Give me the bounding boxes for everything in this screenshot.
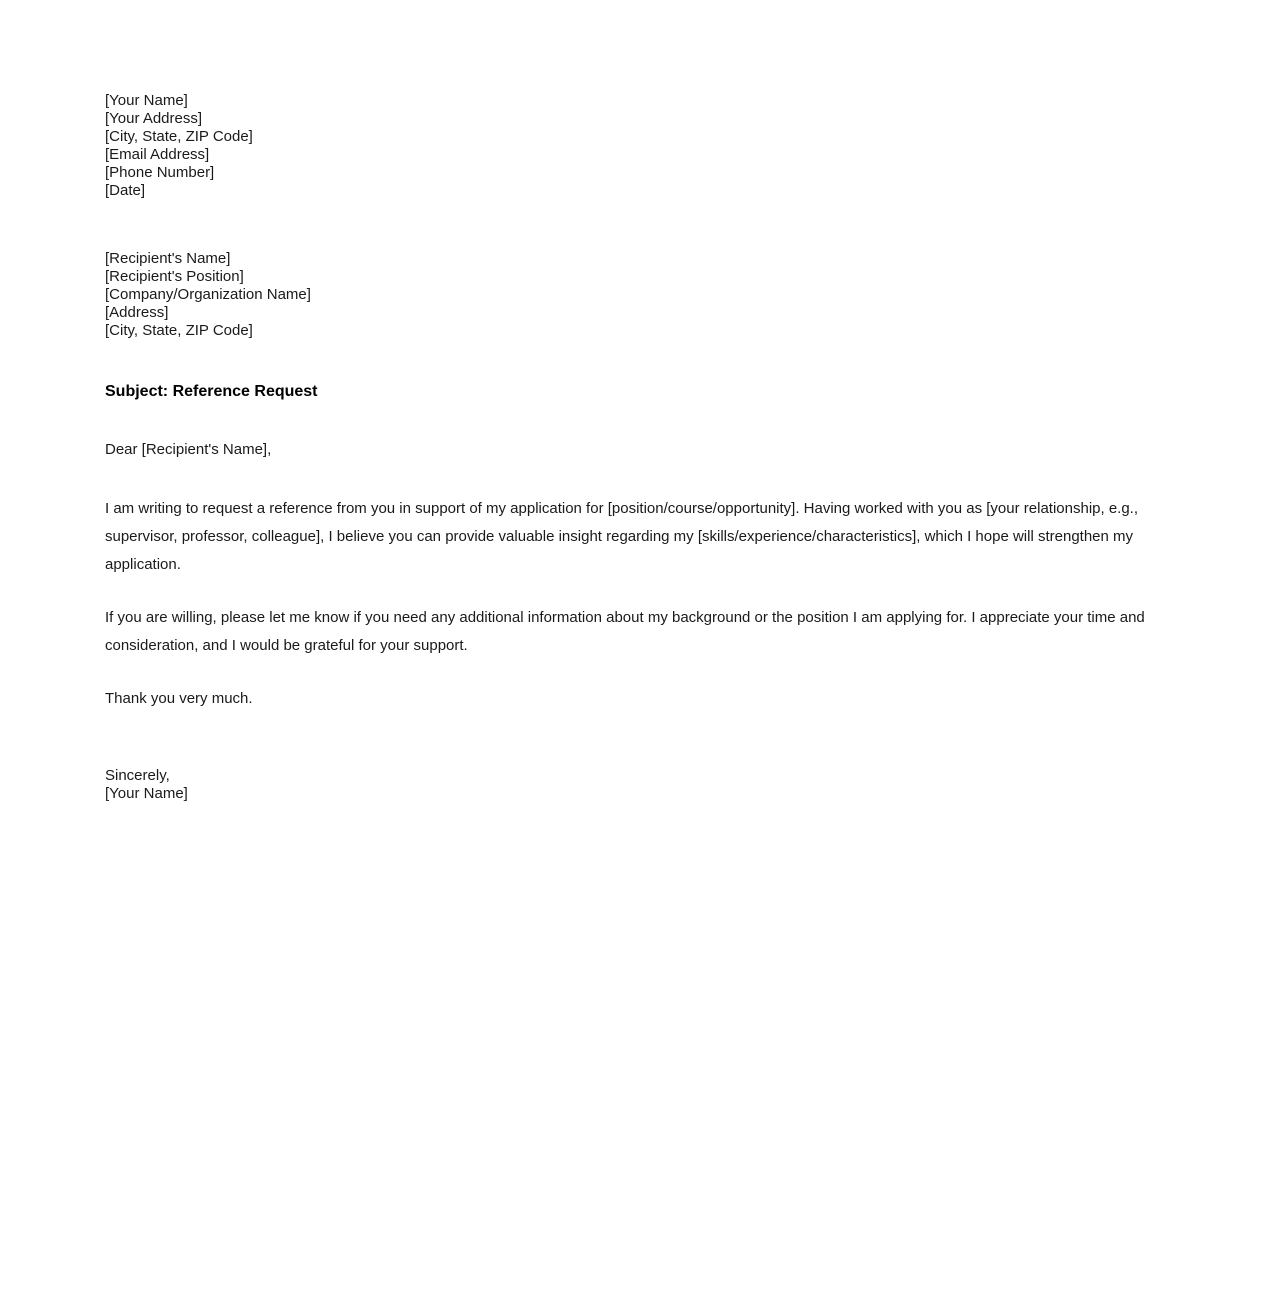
body-paragraph-1: I am writing to request a reference from you in support of my application for [position/course/opportunity]. Having worked with you as [your relationship, e.g., supervisor, professor, colleague], I believe you can provide valuable insight regarding my [skills/experience/characteristics], which I hope will strengthen my application. — [105, 500, 1139, 573]
sender-name: [Your Name] — [105, 92, 188, 109]
body-paragraph-2: If you are willing, please let me know if you need any additional information about my background or the position I am applying for. I appreciate your time and consideration, and I would be grateful for your support. — [105, 609, 1145, 654]
recipient-position: [Recipient's Position] — [105, 268, 244, 285]
letter-date: [Date] — [105, 182, 146, 199]
sender-address: [Your Address] — [105, 110, 203, 127]
sender-email: [Email Address] — [105, 146, 210, 163]
recipient-company: [Company/Organization Name] — [105, 286, 311, 303]
recipient-address: [Address] — [105, 304, 169, 321]
salutation: Dear [Recipient's Name], — [105, 441, 272, 458]
subject-line: Subject: Reference Request — [105, 383, 318, 400]
body-paragraph-3: Thank you very much. — [105, 690, 253, 707]
recipient-address-block — [105, 250, 1165, 340]
sender-address-block — [105, 92, 1165, 200]
recipient-name: [Recipient's Name] — [105, 250, 231, 267]
closing-sincerely: Sincerely, — [105, 767, 170, 784]
reference-request-letter — [105, 92, 1165, 803]
closing-block — [105, 767, 1165, 803]
sender-city-state-zip: [City, State, ZIP Code] — [105, 128, 253, 145]
closing-signature-name: [Your Name] — [105, 785, 188, 802]
sender-phone: [Phone Number] — [105, 164, 215, 181]
recipient-city-state-zip: [City, State, ZIP Code] — [105, 322, 253, 339]
